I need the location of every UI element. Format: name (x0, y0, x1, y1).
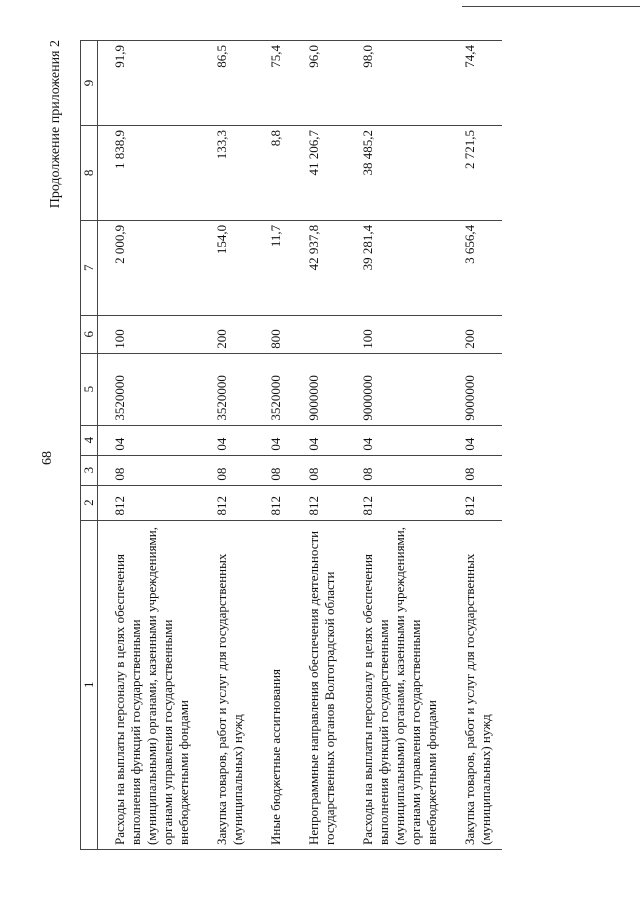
col-header-9: 9 (81, 41, 98, 126)
row-target-code: 3520000 (98, 353, 201, 425)
row-expense-type-code: 800 (254, 315, 292, 353)
row-name: Закупка товаров, работ и услуг для государственных (муниципальных) нужд (448, 520, 502, 849)
row-actual-amount: 8,8 (254, 125, 292, 220)
row-expense-type-code: 200 (448, 315, 502, 353)
row-name: Расходы на выплаты персоналу в целях обеспечения выполнения функций государственными (муниципальными) органами, казенными учреждениями, органами управления государственными внебюджетными фондами (98, 520, 201, 849)
row-ministry-code: 812 (200, 485, 254, 520)
column-number-header (81, 41, 98, 850)
row-section-code: 08 (254, 455, 292, 485)
row-target-code: 3520000 (254, 353, 292, 425)
row-actual-amount: 41 206,7 (292, 125, 346, 220)
col-header-5: 5 (81, 353, 98, 425)
appendix-table (80, 40, 502, 850)
table-row (448, 41, 502, 850)
row-subsection-code: 04 (346, 425, 448, 455)
row-section-code: 08 (200, 455, 254, 485)
row-subsection-code: 04 (292, 425, 346, 455)
row-expense-type-code: 100 (98, 315, 201, 353)
row-expense-type-code (292, 315, 346, 353)
row-target-code: 9000000 (448, 353, 502, 425)
row-section-code: 08 (292, 455, 346, 485)
row-actual-amount: 1 838,9 (98, 125, 201, 220)
row-expense-type-code: 100 (346, 315, 448, 353)
row-actual-amount: 38 485,2 (346, 125, 448, 220)
row-planned-amount: 2 000,9 (98, 220, 201, 315)
row-ministry-code: 812 (254, 485, 292, 520)
row-target-code: 3520000 (200, 353, 254, 425)
row-name: Иные бюджетные ассигнования (254, 520, 292, 849)
row-planned-amount: 11,7 (254, 220, 292, 315)
row-actual-amount: 133,3 (200, 125, 254, 220)
col-header-4: 4 (81, 425, 98, 455)
table-row (292, 41, 346, 850)
row-planned-amount: 154,0 (200, 220, 254, 315)
row-ministry-code: 812 (292, 485, 346, 520)
row-planned-amount: 39 281,4 (346, 220, 448, 315)
row-name: Непрограммные направления обеспечения деятельности государственных органов Волгоградской области (292, 520, 346, 849)
continuation-heading: Продолжение приложения 2 (48, 40, 63, 209)
col-header-1: 1 (81, 520, 98, 849)
page-number: 68 (40, 451, 55, 465)
table-row (200, 41, 254, 850)
row-subsection-code: 04 (254, 425, 292, 455)
table-row (98, 41, 201, 850)
row-percent: 91,9 (98, 41, 201, 126)
col-header-6: 6 (81, 315, 98, 353)
row-actual-amount: 2 721,5 (448, 125, 502, 220)
row-name: Расходы на выплаты персоналу в целях обеспечения выполнения функций государственными (муниципальными) органами, казенными учреждениями, органами управления государственными внебюджетными фондами (346, 520, 448, 849)
row-planned-amount: 3 656,4 (448, 220, 502, 315)
row-expense-type-code: 200 (200, 315, 254, 353)
table-row (346, 41, 448, 850)
row-subsection-code: 04 (200, 425, 254, 455)
table-row (254, 41, 292, 850)
row-section-code: 08 (346, 455, 448, 485)
row-subsection-code: 04 (448, 425, 502, 455)
col-header-8: 8 (81, 125, 98, 220)
row-section-code: 08 (448, 455, 502, 485)
col-header-3: 3 (81, 455, 98, 485)
row-planned-amount: 42 937,8 (292, 220, 346, 315)
col-header-7: 7 (81, 220, 98, 315)
row-section-code: 08 (98, 455, 201, 485)
row-target-code: 9000000 (292, 353, 346, 425)
col-header-2: 2 (81, 485, 98, 520)
row-ministry-code: 812 (448, 485, 502, 520)
row-ministry-code: 812 (98, 485, 201, 520)
row-percent: 96,0 (292, 41, 346, 126)
row-target-code: 9000000 (346, 353, 448, 425)
row-percent: 75,4 (254, 41, 292, 126)
row-name: Закупка товаров, работ и услуг для государственных (муниципальных) нужд (200, 520, 254, 849)
row-percent: 98,0 (346, 41, 448, 126)
row-percent: 86,5 (200, 41, 254, 126)
row-subsection-code: 04 (98, 425, 201, 455)
row-percent: 74,4 (448, 41, 502, 126)
row-ministry-code: 812 (346, 485, 448, 520)
